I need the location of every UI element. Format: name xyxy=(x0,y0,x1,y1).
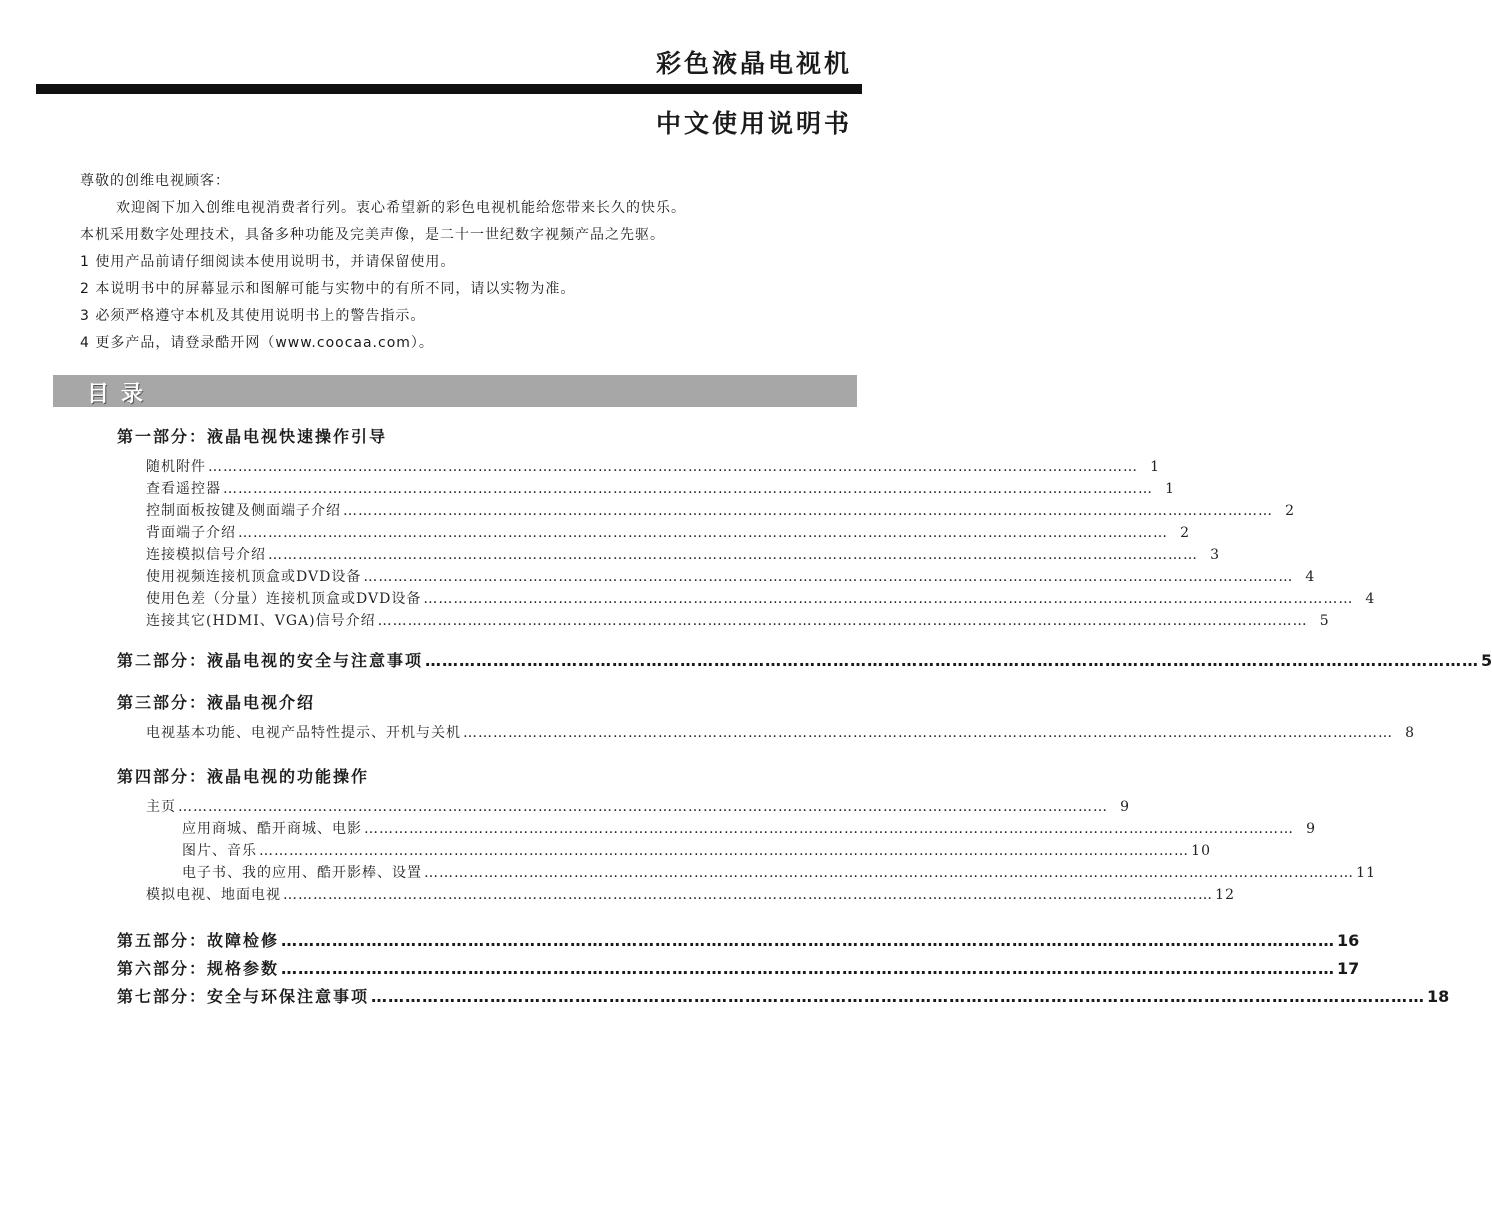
toc-leader-dots: …………………………………………………………………………………………………………………………………………………………………… xyxy=(178,799,1108,815)
toc-item-label: 图片、音乐 xyxy=(182,843,257,859)
toc-item-page: 9 xyxy=(1120,799,1130,815)
toc-item[interactable] xyxy=(146,522,1190,542)
toc-part-1[interactable] xyxy=(117,424,807,447)
toc-item-label: 使用视频连接机顶盒或DVD设备 xyxy=(146,569,362,585)
toc-item[interactable] xyxy=(146,566,1316,586)
toc-item[interactable] xyxy=(146,796,1130,816)
toc-item-page: 1 xyxy=(1165,481,1175,497)
toc-item-page: 12 xyxy=(1215,887,1235,903)
toc-item[interactable] xyxy=(146,610,1330,630)
toc-subitem[interactable] xyxy=(182,862,1376,882)
toc-leader-dots: …………………………………………………………………………………………………………………………………………………………………… xyxy=(283,887,1213,903)
toc-leader-dots: …………………………………………………………………………………………………………………………………………………………………… xyxy=(281,931,1336,950)
toc-item-label: 应用商城、酷开商城、电影 xyxy=(182,821,362,837)
intro-note: 1 使用产品前请仔细阅读本使用说明书，并请保留使用。 xyxy=(80,254,456,270)
toc-leader-dots: …………………………………………………………………………………………………………………………………………………………………… xyxy=(223,481,1153,497)
toc-leader-dots: …………………………………………………………………………………………………………………………………………………………………… xyxy=(343,503,1273,519)
toc-part-page: 5 xyxy=(1481,651,1492,670)
toc-item-label: 查看遥控器 xyxy=(146,481,221,497)
toc-item-label: 连接模拟信号介绍 xyxy=(146,547,266,563)
toc-part-page: 17 xyxy=(1337,959,1360,978)
intro-welcome: 欢迎阁下加入创维电视消费者行列。衷心希望新的彩色电视机能给您带来长久的快乐。 xyxy=(116,200,686,216)
toc-item[interactable] xyxy=(146,588,1376,608)
toc-leader-dots: …………………………………………………………………………………………………………………………………………………………………… xyxy=(371,987,1426,1006)
toc-leader-dots: …………………………………………………………………………………………………………………………………………………………………… xyxy=(424,865,1354,881)
toc-part-title: 第一部分：液晶电视快速操作引导 xyxy=(117,427,388,446)
toc-item[interactable] xyxy=(146,500,1295,520)
intro-note: 2 本说明书中的屏幕显示和图解可能与实物中的有所不同，请以实物为准。 xyxy=(80,281,576,297)
toc-item-page: 2 xyxy=(1180,525,1190,541)
toc-leader-dots: …………………………………………………………………………………………………………………………………………………………………… xyxy=(238,525,1168,541)
toc-leader-dots: …………………………………………………………………………………………………………………………………………………………………… xyxy=(268,547,1198,563)
toc-subitem[interactable] xyxy=(182,818,1316,838)
toc-item-page: 1 xyxy=(1150,459,1160,475)
toc-leader-dots: …………………………………………………………………………………………………………………………………………………………………… xyxy=(423,591,1354,607)
toc-item-label: 电视基本功能、电视产品特性提示、开机与关机 xyxy=(146,725,461,741)
toc-item[interactable] xyxy=(146,544,1220,564)
toc-leader-dots: …………………………………………………………………………………………………………………………………………………………………… xyxy=(281,959,1336,978)
toc-item[interactable] xyxy=(146,884,1235,904)
toc-leader-dots: …………………………………………………………………………………………………………………………………………………………………… xyxy=(259,843,1189,859)
toc-item-label: 使用色差（分量）连接机顶盒或DVD设备 xyxy=(146,591,422,607)
toc-part-title: 第七部分：安全与环保注意事项 xyxy=(117,987,370,1006)
toc-item-label: 随机附件 xyxy=(146,459,206,475)
toc-part-page: 16 xyxy=(1337,931,1360,950)
toc-part-title: 第五部分：故障检修 xyxy=(117,931,280,950)
toc-item-page: 11 xyxy=(1356,865,1376,881)
manual-title: 彩色液晶电视机 xyxy=(655,49,852,78)
toc-part-2[interactable] xyxy=(117,648,1492,671)
toc-part-5[interactable] xyxy=(117,928,1360,951)
toc-part-7[interactable] xyxy=(117,984,1450,1007)
intro-note: 3 必须严格遵守本机及其使用说明书上的警告指示。 xyxy=(80,308,426,324)
toc-leader-dots: …………………………………………………………………………………………………………………………………………………………………… xyxy=(463,725,1393,741)
toc-part-title: 第四部分：液晶电视的功能操作 xyxy=(117,767,370,786)
toc-item-label: 背面端子介绍 xyxy=(146,525,236,541)
toc-part-title: 第六部分：规格参数 xyxy=(117,959,280,978)
intro-tech: 本机采用数字处理技术，具备多种功能及完美声像，是二十一世纪数字视频产品之先驱。 xyxy=(80,227,665,243)
toc-item-label: 电子书、我的应用、酷开影棒、设置 xyxy=(182,865,422,881)
toc-item-page: 2 xyxy=(1285,503,1295,519)
toc-part-title: 第三部分：液晶电视介绍 xyxy=(117,693,316,712)
toc-item-page: 3 xyxy=(1210,547,1220,563)
toc-item[interactable] xyxy=(146,722,1415,742)
toc-leader-dots: …………………………………………………………………………………………………………………………………………………………………… xyxy=(425,651,1480,670)
intro-note: 4 更多产品，请登录酷开网（www.coocaa.com）。 xyxy=(80,335,434,351)
toc-part-3[interactable] xyxy=(117,690,807,713)
intro-greeting: 尊敬的创维电视顾客： xyxy=(80,173,230,189)
toc-item-page: 9 xyxy=(1306,821,1316,837)
toc-item-page: 4 xyxy=(1305,569,1316,585)
toc-part-title: 第二部分：液晶电视的安全与注意事项 xyxy=(117,651,424,670)
toc-leader-dots: …………………………………………………………………………………………………………………………………………………………………… xyxy=(363,569,1294,585)
toc-item-page: 10 xyxy=(1191,843,1211,859)
toc-item-label: 主页 xyxy=(146,799,176,815)
toc-leader-dots: …………………………………………………………………………………………………………………………………………………………………… xyxy=(364,821,1294,837)
toc-item-label: 模拟电视、地面电视 xyxy=(146,887,281,903)
toc-item-page: 4 xyxy=(1365,591,1376,607)
toc-heading-bar xyxy=(53,375,857,407)
toc-part-4[interactable] xyxy=(117,764,807,787)
toc-leader-dots: …………………………………………………………………………………………………………………………………………………………………… xyxy=(377,613,1308,629)
header-divider xyxy=(36,84,862,94)
toc-subitem[interactable] xyxy=(182,840,1211,860)
toc-item[interactable] xyxy=(146,478,1175,498)
intro-section xyxy=(80,168,860,357)
toc-item-page: 8 xyxy=(1405,725,1415,741)
toc-heading: 目录 xyxy=(87,382,156,407)
toc-item-page: 5 xyxy=(1319,613,1330,629)
toc-item-label: 连接其它(HDMI、VGA)信号介绍 xyxy=(146,613,376,629)
toc-part-6[interactable] xyxy=(117,956,1360,979)
toc-leader-dots: …………………………………………………………………………………………………………………………………………………………………… xyxy=(208,459,1138,475)
manual-subtitle: 中文使用说明书 xyxy=(655,109,852,138)
toc-part-page: 18 xyxy=(1427,987,1450,1006)
toc-item-label: 控制面板按键及侧面端子介绍 xyxy=(146,503,341,519)
toc-item[interactable] xyxy=(146,456,1160,476)
